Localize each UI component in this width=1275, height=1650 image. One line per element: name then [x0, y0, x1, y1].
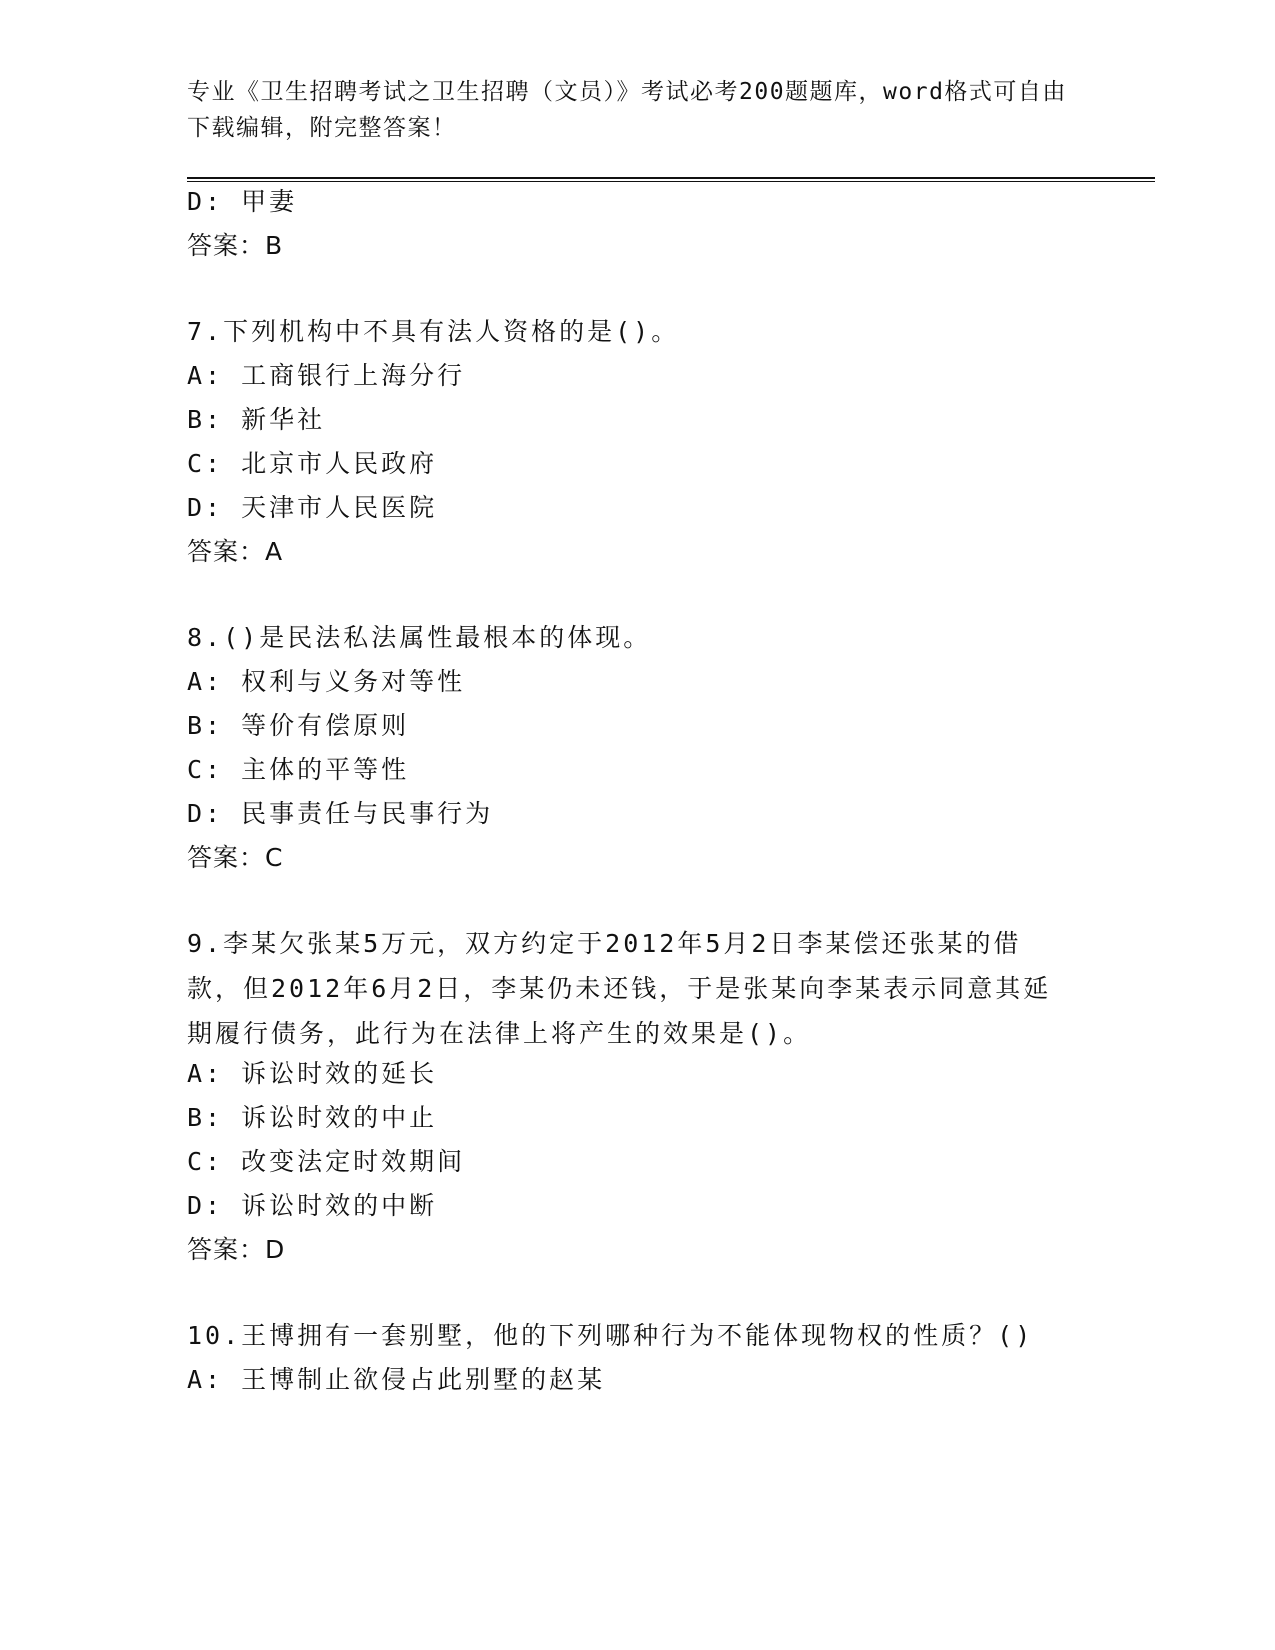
q9-answer: 答案：D [187, 1235, 286, 1264]
q9-question: 9.李某欠张某5万元，双方约定于2012年5月2日李某偿还张某的借款，但2012年6月2日，李某仍未还钱，于是张某向李某表示同意其延期履行债务，此行为在法律上将产生的效果是()。 [187, 929, 1052, 1048]
header-divider [187, 177, 1155, 182]
q10-option-a: A: 王博制止欲侵占此别墅的赵某 [187, 1365, 606, 1394]
q7-option-b: B: 新华社 [187, 405, 326, 434]
q7-option-a: A: 工商银行上海分行 [187, 361, 466, 390]
q6-option-d: D: 甲妻 [187, 187, 298, 216]
q8-option-c: C: 主体的平等性 [187, 755, 410, 784]
q8-option-d: D: 民事责任与民事行为 [187, 799, 494, 828]
q7-option-d: D: 天津市人民医院 [187, 493, 438, 522]
q7-answer: 答案：A [187, 537, 284, 566]
q6-answer: 答案：B [187, 231, 284, 260]
q9-option-a: A: 诉讼时效的延长 [187, 1059, 438, 1088]
q9-option-b: B: 诉讼时效的中止 [187, 1103, 438, 1132]
q8-question: 8.()是民法私法属性最根本的体现。 [187, 623, 652, 652]
q10-question: 10.王博拥有一套别墅，他的下列哪种行为不能体现物权的性质？() [187, 1321, 1034, 1350]
q7-option-c: C: 北京市人民政府 [187, 449, 438, 478]
q8-option-b: B: 等价有偿原则 [187, 711, 410, 740]
page-header: 专业《卫生招聘考试之卫生招聘（文员）》考试必考200题题库，word格式可自由下载编辑，附完整答案！ [187, 79, 1067, 141]
q8-option-a: A: 权利与义务对等性 [187, 667, 466, 696]
q9-option-d: D: 诉讼时效的中断 [187, 1191, 438, 1220]
q7-question: 7.下列机构中不具有法人资格的是()。 [187, 317, 680, 346]
q9-option-c: C: 改变法定时效期间 [187, 1147, 466, 1176]
q8-answer: 答案：C [187, 843, 284, 872]
